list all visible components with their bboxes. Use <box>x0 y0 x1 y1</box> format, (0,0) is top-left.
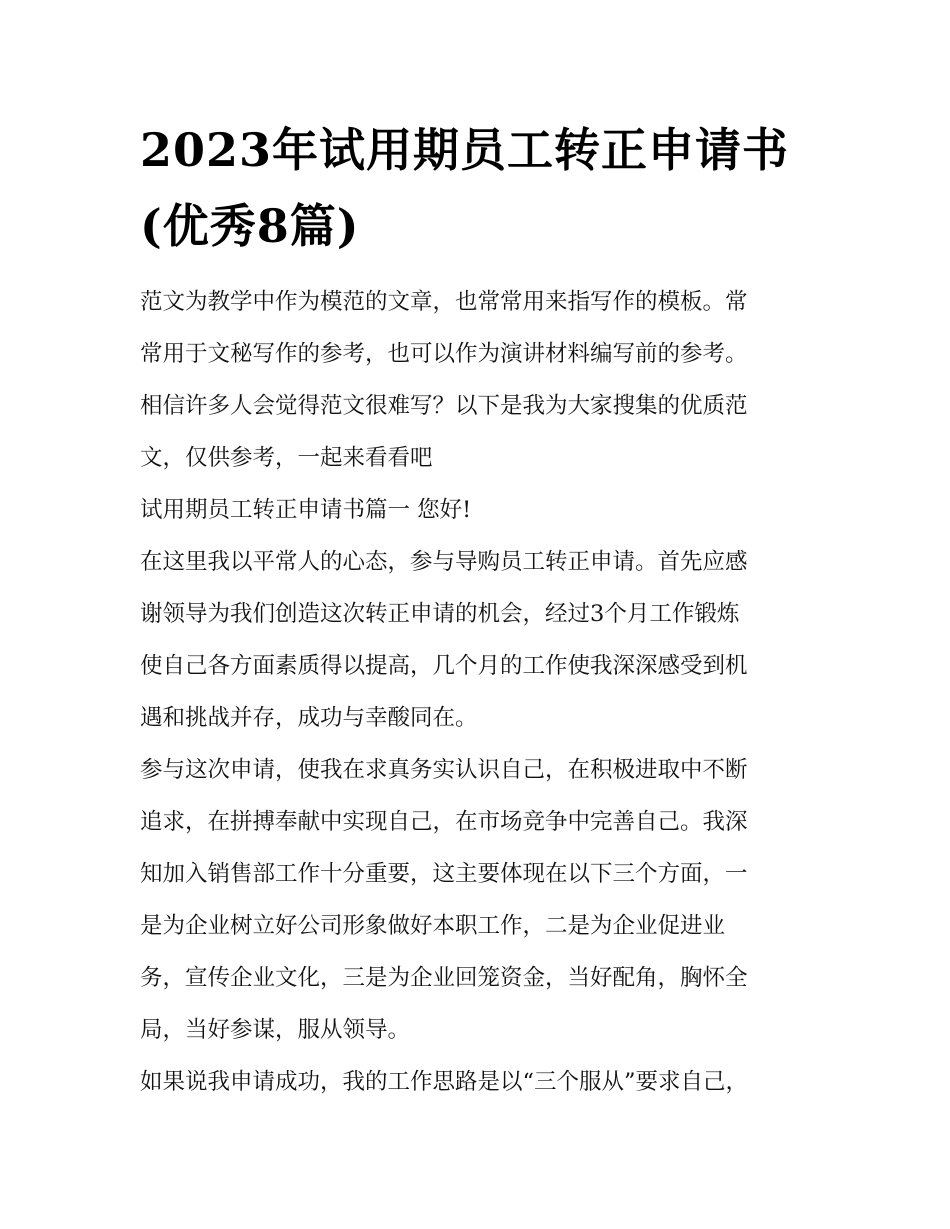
text-line: 参与这次申请，使我在求真务实认识自己，在积极进取中不断 <box>140 757 748 783</box>
text-line: 遇和挑战并存，成功与幸酸同在。 <box>140 705 478 731</box>
title-line-1: 2023年试用期员工转正申请书 <box>140 123 790 177</box>
text-line: 试用期员工转正申请书篇一 您好! <box>140 497 472 523</box>
text-line: 务，宣传企业文化，三是为企业回笼资金，当好配角，胸怀全 <box>140 965 748 991</box>
intro-paragraph <box>140 280 830 488</box>
text-line: 谢领导为我们创造这次转正申请的机会，经过3个月工作锻炼 <box>140 601 740 627</box>
document-title <box>140 112 830 264</box>
text-line: 常用于文秘写作的参考，也可以作为演讲材料编写前的参考。 <box>140 341 748 367</box>
text-line: 使自己各方面素质得以提高，几个月的工作使我深深感受到机 <box>140 653 748 679</box>
text-line: 知加入销售部工作十分重要，这主要体现在以下三个方面，一 <box>140 861 748 887</box>
text-line: 是为企业树立好公司形象做好本职工作，二是为企业促进业 <box>140 913 726 939</box>
text-line: 范文为教学中作为模范的文章，也常常用来指写作的模板。常 <box>140 289 748 315</box>
text-line: 文，仅供参考，一起来看看吧 <box>140 445 433 471</box>
text-line: 在这里我以平常人的心态，参与导购员工转正申请。首先应感 <box>140 549 748 575</box>
text-line: 追求，在拼搏奉献中实现自己，在市场竞争中完善自己。我深 <box>140 809 748 835</box>
section-heading-paragraph <box>140 488 830 540</box>
title-line-2: (优秀8篇) <box>140 199 360 253</box>
text-line: 局，当好参谋，服从领导。 <box>140 1017 411 1043</box>
text-line: 相信许多人会觉得范文很难写？以下是我为大家搜集的优质范 <box>140 393 748 419</box>
document-body <box>140 280 830 1112</box>
text-line: 如果说我申请成功，我的工作思路是以“三个服从”要求自己， <box>140 1069 749 1095</box>
body-paragraph <box>140 748 830 1060</box>
body-paragraph <box>140 540 830 748</box>
body-paragraph <box>140 1060 830 1112</box>
